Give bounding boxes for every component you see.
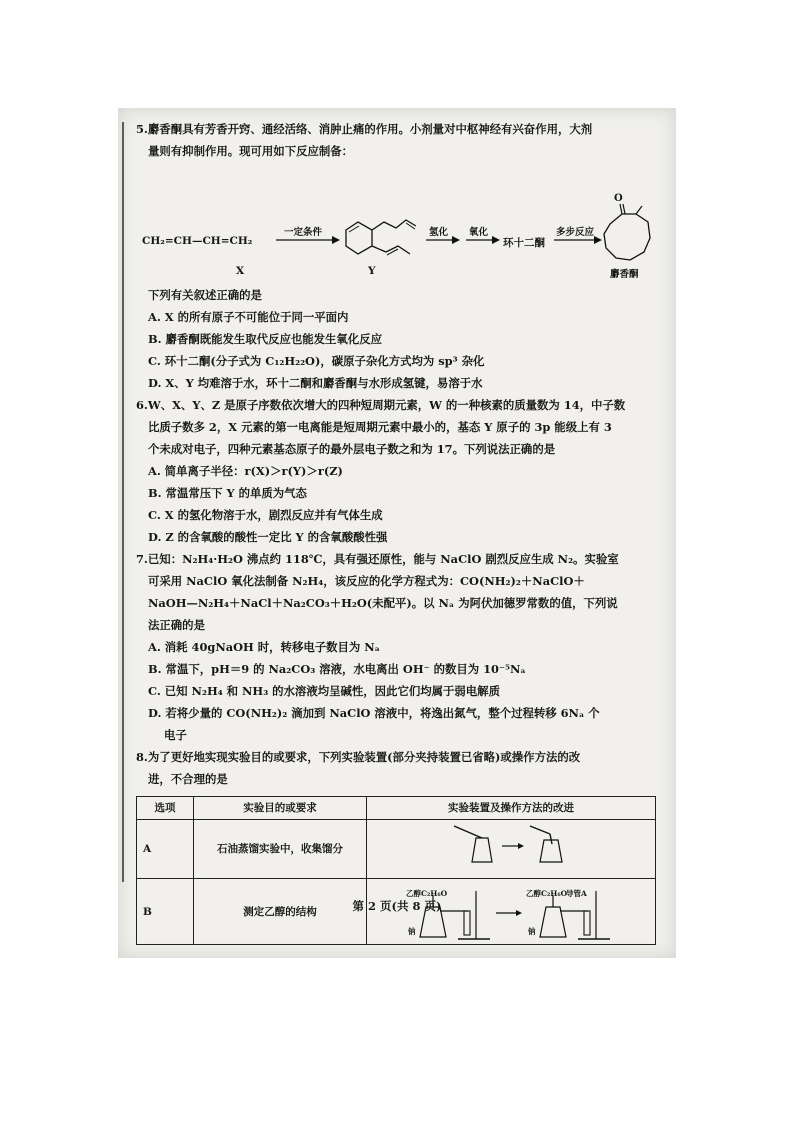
header-option: 选项 xyxy=(137,797,194,820)
table-row xyxy=(137,820,656,879)
exam-content xyxy=(136,118,664,945)
question-number: 7. xyxy=(136,552,148,566)
label-x: X xyxy=(236,265,245,277)
question-stem-cont: 法正确的是 xyxy=(148,618,205,632)
option-a: A. 简单离子半径：r(X)＞r(Y)＞r(Z) xyxy=(148,464,343,478)
row-option: B xyxy=(137,879,194,945)
question-stem-cont: 个未成对电子，四种元素基态原子的最外层电子数之和为 17。下列说法正确的是 xyxy=(148,442,556,456)
option-a: A. 消耗 40gNaOH 时，转移电子数目为 Nₐ xyxy=(148,640,380,654)
option-d: D. 若将少量的 CO(NH₂)₂ 滴加到 NaClO 溶液中，将逸出氮气，整个过程转移 6Nₐ 个 xyxy=(148,706,600,720)
option-b: B. 常温常压下 Y 的单质为气态 xyxy=(148,486,307,500)
table-header-row xyxy=(137,797,656,820)
option-d-cont: 电子 xyxy=(164,728,187,742)
tube-label: 导管A xyxy=(566,888,587,898)
arrow-condition-1: 一定条件 xyxy=(284,227,323,238)
question-stem-cont: NaOH—N₂H₄＋NaCl＋Na₂CO₃＋H₂O(未配平)。以 Nₐ 为阿伏加德罗常数的值，下列说 xyxy=(148,596,618,610)
label-y: Y xyxy=(368,265,376,277)
header-goal: 实验目的或要求 xyxy=(194,797,367,820)
sodium-label-left: 钠 xyxy=(408,926,416,936)
question-8 xyxy=(136,746,664,945)
ethanol-label-right: 乙醇C₂H₆O xyxy=(526,888,568,898)
option-c: C. X 的氢化物溶于水，剧烈反应并有气体生成 xyxy=(148,508,383,522)
reaction-scheme xyxy=(136,164,664,284)
header-improvement: 实验装置及操作方法的改进 xyxy=(367,797,656,820)
question-stem: W、X、Y、Z 是原子序数依次增大的四种短周期元素，W 的一种核素的质量数为 14，中子数 xyxy=(147,398,626,412)
question-stem-cont: 量则有抑制作用。现可用如下反应制备： xyxy=(148,144,354,158)
question-stem: 麝香酮具有芳香开窍、通经活络、消肿止痛的作用。小剂量对中枢神经有兴奋作用，大剂 xyxy=(147,122,593,136)
question-stem-cont: 进，不合理的是 xyxy=(148,772,228,786)
ethanol-label-left: 乙醇C₂H₆O xyxy=(406,888,448,898)
question-5 xyxy=(136,118,664,394)
product-label: 麝香酮 xyxy=(610,269,639,280)
question-number: 5. xyxy=(136,122,148,136)
question-stem: 为了更好地实现实验目的或要求，下列实验装置(部分夹持装置已省略)或操作方法的改 xyxy=(147,750,581,764)
option-d: D. X、Y 均难溶于水，环十二酮和麝香酮与水形成氢键，易溶于水 xyxy=(148,376,483,390)
arrow-condition-4: 多步反应 xyxy=(556,227,595,238)
row-goal: 石油蒸馏实验中，收集馏分 xyxy=(194,820,367,879)
option-b: B. 麝香酮既能发生取代反应也能发生氧化反应 xyxy=(148,332,382,346)
option-b: B. 常温下，pH＝9 的 Na₂CO₃ 溶液，水电离出 OH⁻ 的数目为 10⁻⁵Nₐ xyxy=(148,662,526,676)
question-stem-cont: 可采用 NaClO 氧化法制备 N₂H₄，该反应的化学方程式为：CO(NH₂)₂＋NaClO＋ xyxy=(148,574,585,588)
question-stem: 已知：N₂H₄·H₂O 沸点约 118℃，具有强还原性，能与 NaClO 剧烈反应生成 N₂。实验室 xyxy=(147,552,619,566)
option-d: D. Z 的含氧酸的酸性一定比 Y 的含氧酸酸性强 xyxy=(148,530,388,544)
sodium-label-right: 钠 xyxy=(528,926,536,936)
margin-line xyxy=(122,122,124,882)
experiment-table xyxy=(136,796,656,945)
question-number: 8. xyxy=(136,750,148,764)
intermediate-label: 环十二酮 xyxy=(503,237,545,249)
question-prompt: 下列有关叙述正确的是 xyxy=(148,288,262,302)
question-6 xyxy=(136,394,664,548)
arrow-condition-2: 氢化 xyxy=(429,227,449,238)
distillation-apparatus-drawing xyxy=(446,820,576,870)
oxygen-atom: O xyxy=(614,193,623,204)
question-7 xyxy=(136,548,664,746)
option-a: A. X 的所有原子不可能位于同一平面内 xyxy=(148,310,349,324)
question-number: 6. xyxy=(136,398,148,412)
option-c: C. 环十二酮(分子式为 C₁₂H₂₂O)，碳原子杂化方式均为 sp³ 杂化 xyxy=(148,354,485,368)
butadiene-formula: CH₂=CH—CH=CH₂ xyxy=(142,235,253,247)
page-footer: 第 2 页(共 8 页) xyxy=(352,899,442,913)
row-option: A xyxy=(137,820,194,879)
option-c: C. 已知 N₂H₄ 和 NH₃ 的水溶液均呈碱性，因此它们均属于弱电解质 xyxy=(148,684,500,698)
arrow-condition-3: 氧化 xyxy=(469,227,489,238)
apparatus-cell xyxy=(367,820,656,879)
row-goal: 测定乙醇的结构 xyxy=(194,879,367,945)
question-stem-cont: 比质子数多 2，X 元素的第一电离能是短周期元素中最小的，基态 Y 原子的 3p 能级上有 3 xyxy=(148,420,612,434)
